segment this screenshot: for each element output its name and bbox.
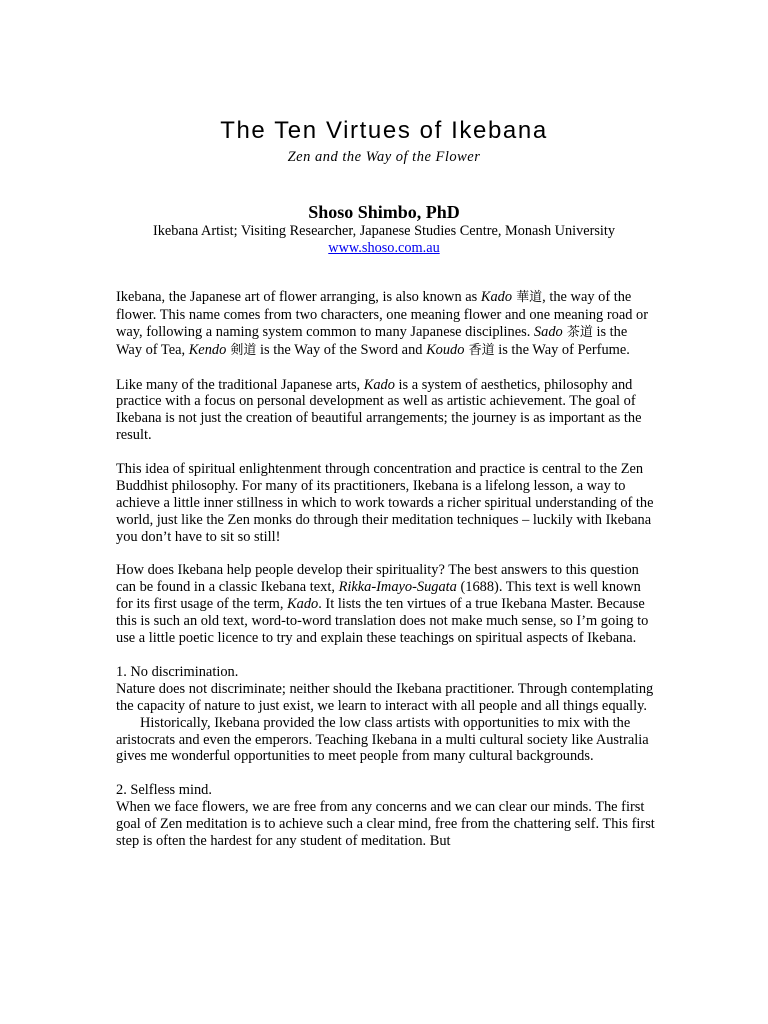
author-name: Shoso Shimbo, PhD (308, 202, 460, 222)
p1-text-1: Ikebana, the Japanese art of flower arranging, is also known as (116, 289, 481, 305)
document-subtitle: Zen and the Way of the Flower (287, 149, 481, 165)
virtue-2-text: When we face flowers, we are free from any concerns and we can clear our minds. The first goal of Zen meditation is to achieve such a clear mind, free from the chattering self. This first step is often the hardest for any student of meditation. But (116, 799, 655, 849)
virtue-1-heading: 1. No discrimination. (116, 663, 239, 680)
body-text (116, 289, 656, 850)
kanji-kado: 華道 (512, 290, 543, 305)
term-kado: Kado (480, 289, 513, 305)
virtue-2-heading: 2. Selfless mind. (116, 782, 212, 799)
kanji-kendo: 剣道 (226, 342, 257, 358)
kanji-sado: 茶道 (562, 324, 593, 340)
p1-text-5: is the Way of Perfume. (494, 341, 630, 358)
document-title: The Ten Virtues of Ikebana (220, 117, 548, 144)
paragraph-4 (116, 562, 656, 647)
paragraph-3: This idea of spiritual enlightenment through concentration and practice is central to the Zen Buddhist philosophy. For many of its practitioners, Ikebana is a lifelong lesson, a way to achieve a little inner stillness in which to work towards a richer spiritual understanding of the world, just like the Zen monks do through their meditation techniques – luckily with Ikebana you don’t have to sit so still! (116, 461, 654, 545)
term-kendo: Kendo (188, 341, 227, 358)
kanji-koudo: 香道 (464, 342, 495, 358)
term-kado-3: Kado (287, 596, 319, 613)
p2-text-2: is a system of aesthetics, philosophy and practice with a focus on personal development as well as artistic achievement. The goal of Ikebana is not just the creation of beautiful arrangements; the journey is as important as the result. (116, 376, 642, 444)
virtue-1-text: Nature does not discriminate; neither should the Ikebana practitioner. Through contemplating the capacity of nature to just exist, we learn to interact with all people and all things equally. (116, 680, 654, 714)
paragraph-1 (116, 289, 656, 360)
p4-text-1: How does Ikebana help people develop their spirituality? The best answers to this question can be found in a classic Ikebana text, (116, 562, 639, 596)
term-sado: Sado (533, 323, 563, 340)
paragraph-2 (116, 377, 656, 445)
website-link[interactable]: www.shoso.com.au (328, 240, 440, 256)
p4-text-3: . It lists the ten virtues of a true Ikebana Master. Because this is such an old text, word-to-word translation does not make much sense, so I’m going to use a little poetic licence to try and explain these teachings on spiritual aspects of Ikebana. (116, 596, 649, 647)
virtue-1-text-2: Historically, Ikebana provided the low class artists with opportunities to mix with the aristocrats and even the emperors. Teaching Ikebana in a multi cultural society like Australia gives me wonderful opportunities to meet people from many cultural backgrounds. (116, 714, 649, 765)
p1-text-3: is the Way of Tea, (116, 323, 628, 358)
p2-text-1: Like many of the traditional Japanese arts, (116, 376, 364, 393)
p1-text-4: is the Way of the Sword and (256, 341, 427, 358)
term-koudo: Koudo (426, 341, 465, 358)
spacer (116, 765, 656, 782)
p1-text-2: , the way of the flower. This name comes from two characters, one meaning flower and one meaning road or way, following a naming system common to many Japanese disciplines. (116, 289, 649, 340)
p4-text-2: (1688). This text is well known for its first usage of the term, (116, 579, 641, 613)
author-affiliation: Ikebana Artist; Visiting Researcher, Japanese Studies Centre, Monash University (152, 223, 616, 239)
website-line (0, 239, 768, 257)
term-kado-2: Kado (363, 376, 395, 393)
book-title: Rikka-Imayo-Sugata (338, 579, 457, 596)
